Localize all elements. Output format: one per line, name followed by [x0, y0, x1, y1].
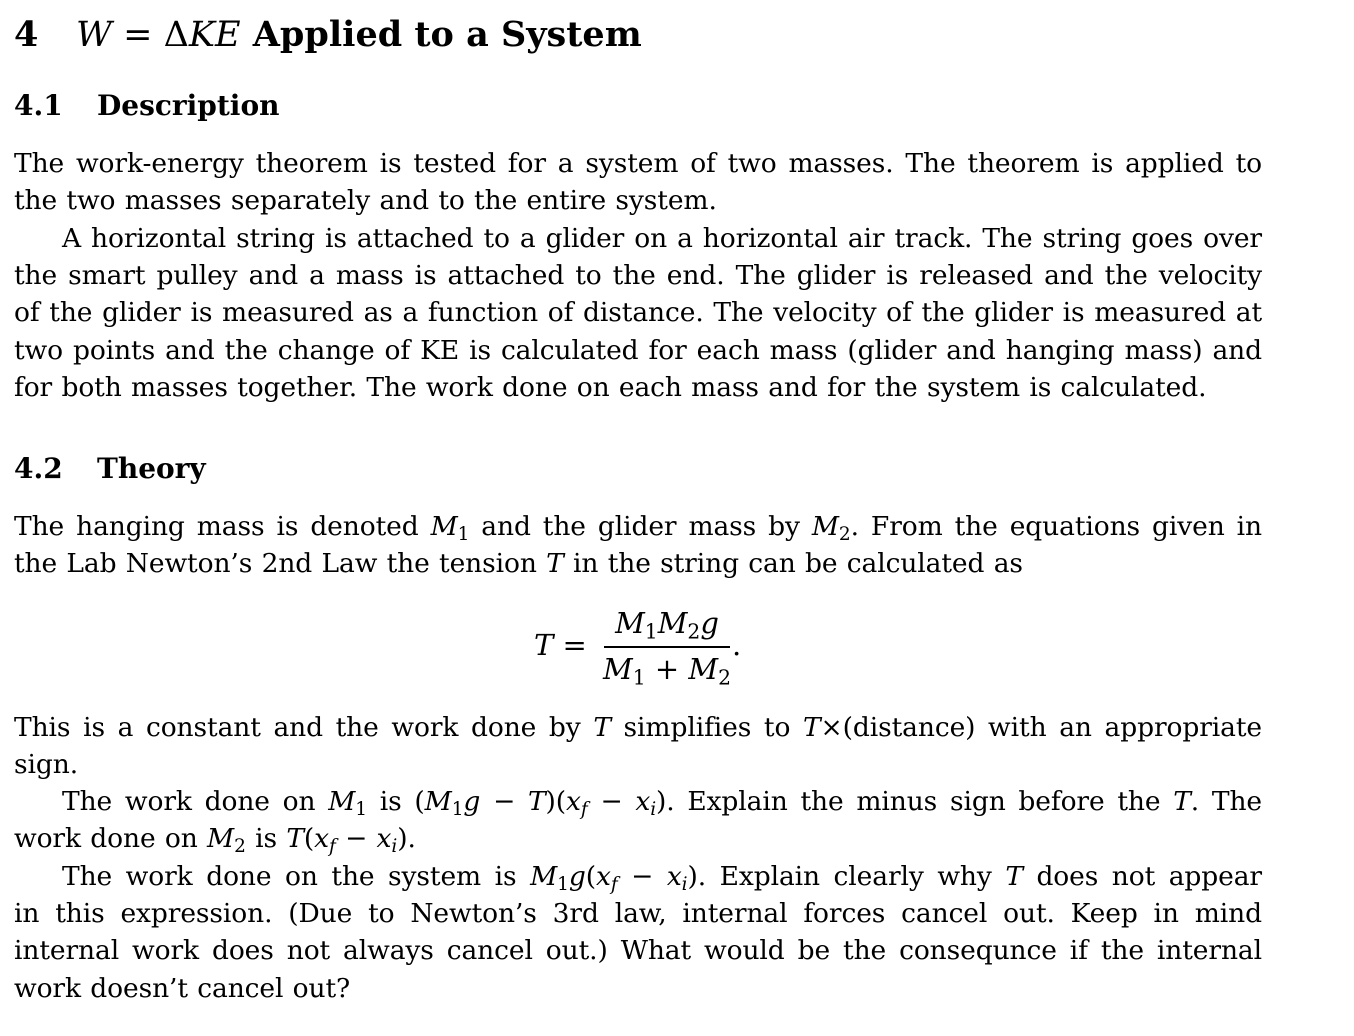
subsection-heading-theory — [14, 450, 206, 488]
section-equation: W = ΔKE — [76, 15, 241, 55]
equation-lhs: T = — [534, 628, 587, 662]
subsection-number: 4.2 — [14, 452, 63, 485]
equation-denominator: $M_1 + M_2$ — [603, 652, 731, 690]
theory-paragraph-1: The hanging mass is denoted $M_1$ and the glider mass by $M_2$. From the equations given in the Lab Newton’s 2nd Law the tension T in the string can be calculated as — [14, 511, 1263, 580]
equation-numerator: $M_1M_2g$ — [615, 606, 719, 644]
theory-paragraph-2: This is a constant and the work done by T simplifies to T×(distance) with an appropriate sign. — [14, 712, 1263, 781]
subsection-heading-description — [14, 87, 279, 125]
section-heading — [14, 12, 642, 58]
equation-fraction — [602, 600, 732, 690]
equation-period: . — [732, 628, 742, 662]
section-number: 4 — [14, 14, 39, 55]
subsection-title-text: Theory — [97, 452, 206, 485]
tension-equation — [0, 600, 1354, 690]
theory-paragraph-4: The work done on the system is $M_1g(x_f - x_i)$. Explain clearly why T does not appear in this expression. (Due to Newton’s 3rd law, internal forces cancel out. Keep in mind internal work does not always cancel out.) What would be the consequnce if the internal work doesn’t cancel out? — [14, 861, 1263, 1004]
theory-paragraph-3: The work done on $M_1$ is $(M_1g - T)(x_f - x_i)$. Explain the minus sign before the T. The work done on $M_2$ is $T(x_f - x_i)$. — [14, 786, 1263, 858]
description-paragraph-1: The work-energy theorem is tested for a system of two masses. The theorem is applied to the two masses separately and to the entire system. — [14, 148, 1262, 217]
description-paragraph-2: A horizontal string is attached to a glider on a horizontal air track. The string goes over the smart pulley and a mass is attached to the end. The glider is released and the velocity of the glider is measured as a function of distance. The velocity of the glider is measured at two points and the change of KE is calculated for each mass (glider and hanging mass) and for both masses together. The work done on each mass and for the system is calculated. — [14, 223, 1262, 403]
subsection-title-text: Description — [97, 89, 280, 122]
fraction-bar — [604, 646, 730, 648]
section-title-text: Applied to a System — [252, 14, 642, 55]
subsection-number: 4.1 — [14, 89, 63, 122]
